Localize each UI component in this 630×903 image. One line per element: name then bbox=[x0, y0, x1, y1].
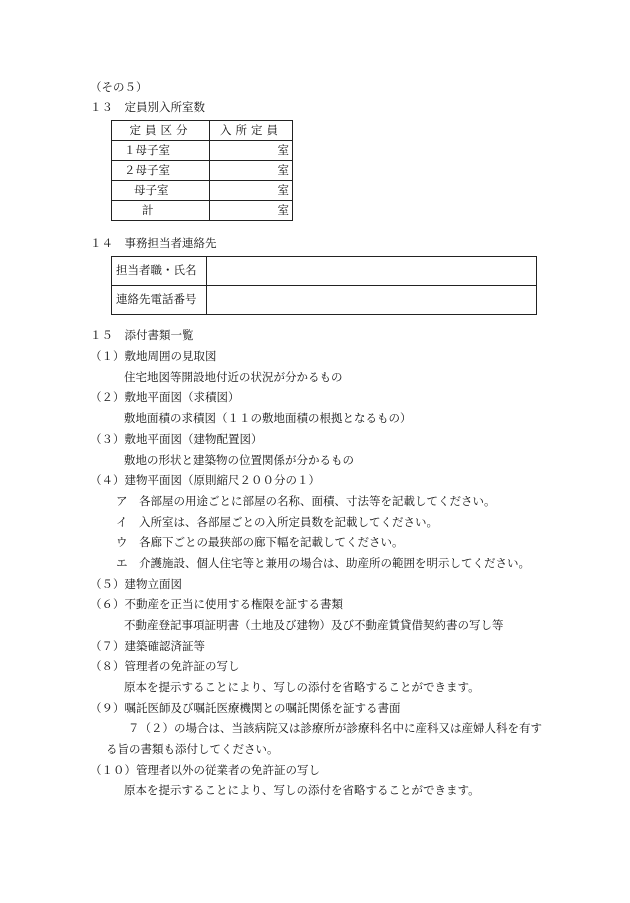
table-row bbox=[112, 286, 537, 315]
list-subitem: ア 各部屋の用途ごとに部屋の名称、面積、寸法等を記載してください。 bbox=[116, 494, 496, 508]
row-unit: 室 bbox=[210, 181, 293, 201]
contact-phone-label: 連絡先電話番号 bbox=[112, 286, 207, 315]
list-item-detail: 不動産登記事項証明書（土地及び建物）及び不動産賃貸借契約書の写し等 bbox=[124, 618, 504, 632]
list-item-detail: 敷地面積の求積図（１１の敷地面積の根拠となるもの） bbox=[124, 411, 412, 425]
list-item-detail: 敷地の形状と建築物の位置関係が分かるもの bbox=[124, 453, 354, 467]
list-item: （１）敷地周囲の見取図 bbox=[90, 349, 217, 363]
list-item-detail: 原本を提示することにより、写しの添付を省略することができます。 bbox=[124, 783, 480, 797]
contact-name-label: 担当者職・氏名 bbox=[112, 257, 207, 286]
row-label: 母子室 bbox=[112, 181, 210, 201]
list-item: （５）建物立面図 bbox=[90, 577, 182, 591]
list-item-detail: る旨の書類も添付してください。 bbox=[106, 742, 279, 756]
list-item: （２）敷地平面図（求積図） bbox=[90, 390, 240, 404]
table-row bbox=[112, 181, 293, 201]
table-row bbox=[112, 141, 293, 161]
section-15-title: １５ 添付書類一覧 bbox=[90, 328, 194, 342]
list-item: （８）管理者の免許証の写し bbox=[90, 659, 240, 673]
row-unit: 室 bbox=[210, 201, 293, 221]
list-item: （１０）管理者以外の従業者の免許証の写し bbox=[90, 763, 320, 777]
list-item: （３）敷地平面図（建物配置図） bbox=[90, 432, 263, 446]
contact-name-field[interactable] bbox=[207, 257, 537, 286]
row-label: ２母子室 bbox=[112, 161, 210, 181]
list-item: （６）不動産を正当に使用する権限を証する書類 bbox=[90, 597, 343, 611]
list-item: （７）建築確認済証等 bbox=[90, 639, 205, 653]
table-row bbox=[112, 257, 537, 286]
row-label: 計 bbox=[112, 201, 210, 221]
page-header: （その５） bbox=[90, 80, 148, 94]
list-subitem: イ 入所室は、各部屋ごとの入所定員数を記載してください。 bbox=[116, 515, 438, 529]
list-item: （９）嘱託医師及び嘱託医療機関との嘱託関係を証する書面 bbox=[90, 701, 401, 715]
header-capacity: 入所定員 bbox=[210, 121, 293, 141]
list-subitem: エ 介護施設、個人住宅等と兼用の場合は、助産所の範囲を明示してください。 bbox=[116, 556, 530, 570]
contact-phone-field[interactable] bbox=[207, 286, 537, 315]
list-item-detail: 住宅地図等開設地付近の状況が分かるもの bbox=[124, 370, 343, 384]
row-unit: 室 bbox=[210, 161, 293, 181]
section-13-title: １３ 定員別入所室数 bbox=[90, 100, 205, 114]
table-row bbox=[112, 201, 293, 221]
list-item-detail: ７（２）の場合は、当該病院又は診療所が診療科名中に産科又は産婦人科を有す bbox=[128, 721, 542, 735]
row-label: １母子室 bbox=[112, 141, 210, 161]
section-14-title: １４ 事務担当者連絡先 bbox=[90, 236, 217, 250]
room-count-table bbox=[111, 120, 293, 221]
row-unit: 室 bbox=[210, 141, 293, 161]
table-header-row bbox=[112, 121, 293, 141]
list-item: （４）建物平面図（原則縮尺２００分の１） bbox=[90, 473, 320, 487]
header-capacity-class: 定員区分 bbox=[112, 121, 210, 141]
table-row bbox=[112, 161, 293, 181]
list-item-detail: 原本を提示することにより、写しの添付を省略することができます。 bbox=[124, 680, 480, 694]
contact-table bbox=[111, 256, 537, 315]
list-subitem: ウ 各廊下ごとの最狭部の廊下幅を記載してください。 bbox=[116, 535, 404, 549]
